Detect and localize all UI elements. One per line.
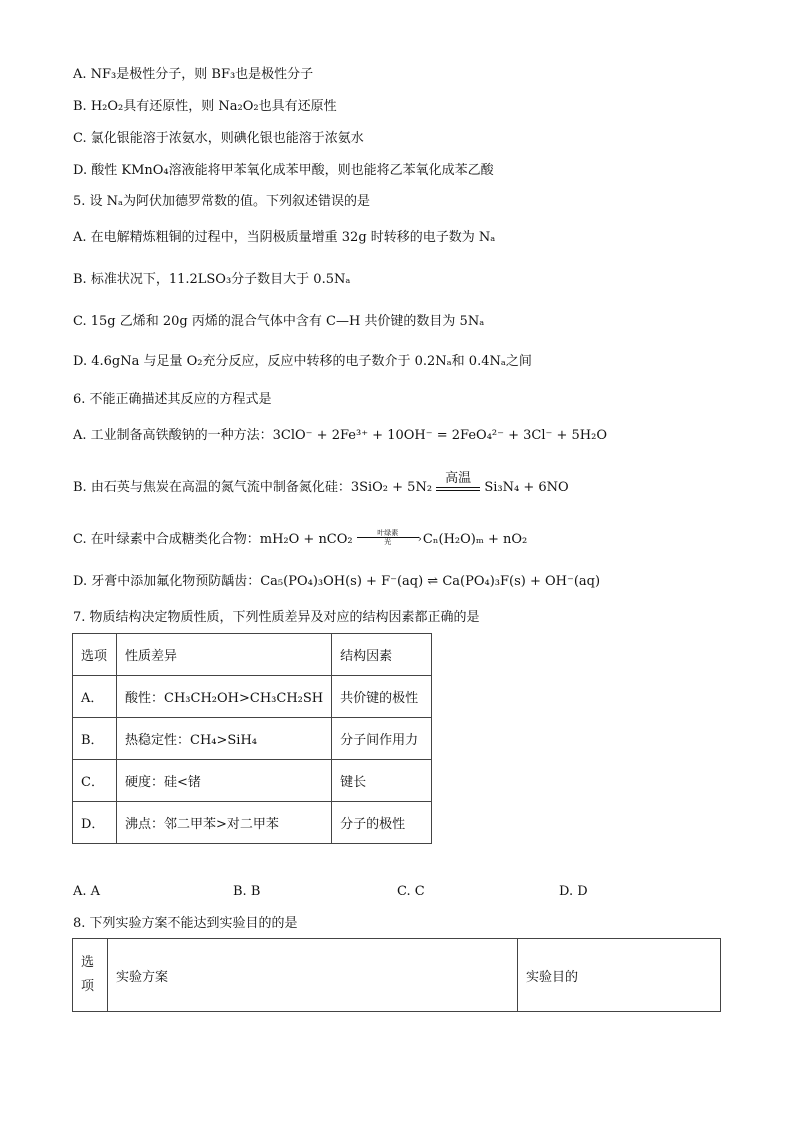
q7-row-b-structure: 分子间作用力 — [332, 718, 432, 760]
q4-option-a: A. NF₃是极性分子，则 BF₃也是极性分子 — [73, 67, 314, 82]
q7-row-c-option: C． — [73, 760, 117, 802]
q6-b-prefix: B. 由石英与焦炭在高温的氮气流中制备氮化硅：3SiO₂ + 5N₂ — [73, 480, 433, 495]
q6-c-arrow: › — [357, 537, 419, 538]
table-row — [73, 718, 432, 760]
q4-option-c: C. 氯化银能溶于浓氨水，则碘化银也能溶于浓氨水 — [73, 131, 364, 146]
q7-row-b-option: B． — [73, 718, 117, 760]
q7-answer-b: B. B — [233, 884, 261, 899]
q6-b-condition-text: 高温 — [445, 471, 472, 486]
q6-option-c — [73, 531, 527, 549]
q5-option-d: D. 4.6gNa 与足量 O₂充分反应，反应中转移的电子数介于 0.2Nₐ和 0.4Nₐ之间 — [73, 354, 532, 369]
q6-option-b — [73, 471, 569, 497]
q7-answer-c: C. C — [397, 884, 425, 899]
q8-header-option: 选 项 — [73, 939, 108, 1012]
q8-table — [72, 938, 721, 1012]
q8-header-goal: 实验目的 — [518, 939, 721, 1012]
q7-row-d-structure: 分子的极性 — [332, 802, 432, 844]
q5-option-c: C. 15g 乙烯和 20g 丙烯的混合气体中含有 C—H 共价键的数目为 5Nₐ — [73, 314, 485, 329]
q5-option-a: A. 在电解精炼粗铜的过程中，当阴极质量增重 32g 时转移的电子数为 Nₐ — [73, 230, 496, 245]
table-row — [73, 802, 432, 844]
q6-c-suffix: Cₙ(H₂O)ₘ + nO₂ — [422, 532, 528, 547]
q6-option-a: A. 工业制备高铁酸钠的一种方法：3ClO⁻ + 2Fe³⁺ + 10OH⁻ = 2FeO₄²⁻ + 3Cl⁻ + 5H₂O — [73, 428, 608, 443]
q7-header-property: 性质差异 — [117, 634, 332, 676]
q7-header-structure: 结构因素 — [332, 634, 432, 676]
q4-option-d: D. 酸性 KMnO₄溶液能将甲苯氧化成苯甲酸，则也能将乙苯氧化成苯乙酸 — [73, 163, 494, 178]
q7-row-a-structure: 共价键的极性 — [332, 676, 432, 718]
table-row — [73, 676, 432, 718]
q7-header-option: 选项 — [73, 634, 117, 676]
q7-row-c-structure: 键长 — [332, 760, 432, 802]
q4-option-b: B. H₂O₂具有还原性，则 Na₂O₂也具有还原性 — [73, 99, 337, 114]
q7-table-header — [73, 634, 432, 676]
q8-header-plan: 实验方案 — [108, 939, 518, 1012]
q5-option-b: B. 标准状况下，11.2LSO₃分子数目大于 0.5Nₐ — [73, 272, 351, 287]
q7-row-b-property: 热稳定性：CH₄>SiH₄ — [117, 718, 332, 760]
q8-table-header — [73, 939, 721, 1012]
q8-stem: 8. 下列实验方案不能达到实验目的的是 — [73, 916, 298, 931]
q7-row-a-property: 酸性：CH₃CH₂OH>CH₃CH₂SH — [117, 676, 332, 718]
q7-stem: 7. 物质结构决定物质性质，下列性质差异及对应的结构因素都正确的是 — [73, 610, 480, 625]
q7-table — [72, 633, 432, 844]
q6-option-d: D. 牙膏中添加氟化物预防龋齿：Ca₅(PO₄)₃OH(s) + F⁻(aq) ⇌ Ca(PO₄)₃F(s) + OH⁻(aq) — [73, 574, 601, 589]
q6-c-condition-bottom: 光 — [384, 538, 392, 546]
q5-stem: 5. 设 Nₐ为阿伏加德罗常数的值。下列叙述错误的是 — [73, 194, 371, 209]
q6-c-prefix: C. 在叶绿素中合成糖类化合物：mH₂O + nCO₂ — [73, 532, 353, 547]
table-row — [73, 760, 432, 802]
q6-b-condition — [436, 472, 480, 491]
q7-row-a-option: A． — [73, 676, 117, 718]
q6-stem: 6. 不能正确描述其反应的方程式是 — [73, 392, 272, 407]
q7-answer-d: D. D — [559, 884, 588, 899]
q7-row-c-property: 硬度：硅<锗 — [117, 760, 332, 802]
q6-b-suffix: Si₃N₄ + 6NO — [484, 480, 569, 495]
q6-b-equals-sign — [436, 487, 480, 491]
q6-c-condition-top: 叶绿素 — [377, 529, 399, 537]
q6-c-condition — [357, 529, 422, 546]
q7-row-d-property: 沸点：邻二甲苯>对二甲苯 — [117, 802, 332, 844]
q7-row-d-option: D． — [73, 802, 117, 844]
q7-answer-a: A. A — [73, 884, 101, 899]
